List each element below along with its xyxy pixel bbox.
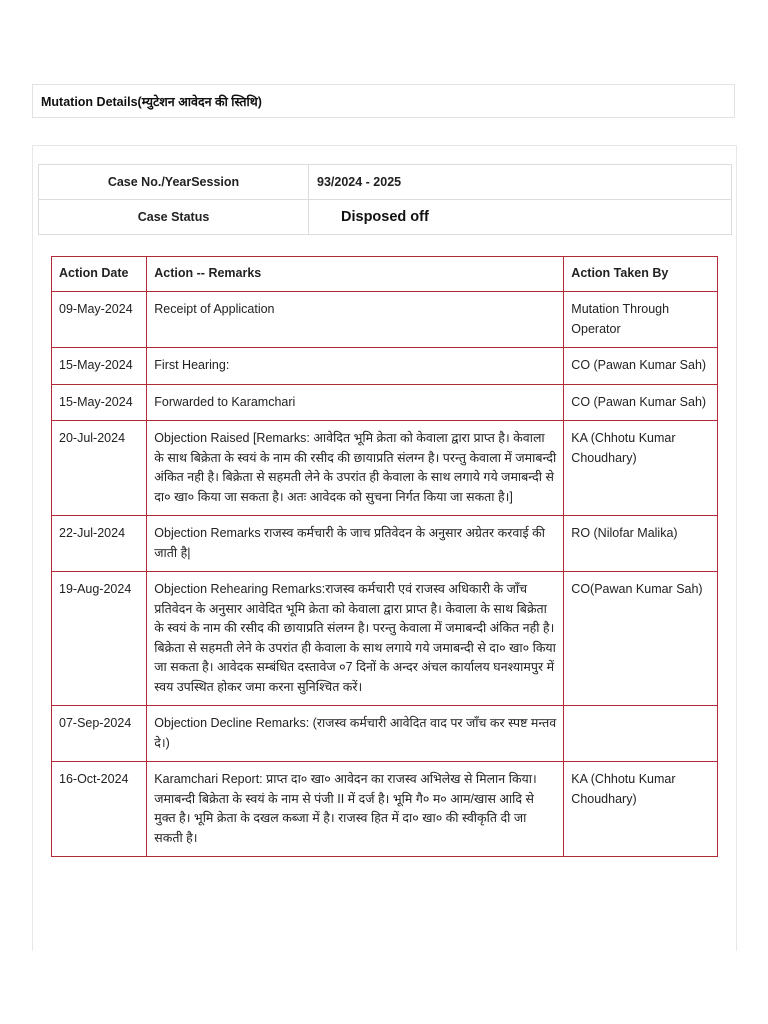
action-remarks-cell: Forwarded to Karamchari xyxy=(147,384,564,421)
case-no-value: 93/2024 - 2025 xyxy=(309,165,732,200)
case-no-label: Case No./YearSession xyxy=(39,165,309,200)
action-remarks-cell: Objection Remarks राजस्व कर्मचारी के जाच प्रतिवेदन के अनुसार अग्रेतर करवाई की जाती है| xyxy=(147,516,564,572)
action-date-cell: 22-Jul-2024 xyxy=(52,516,147,572)
mutation-details-header xyxy=(32,84,735,118)
action-date-cell: 09-May-2024 xyxy=(52,292,147,348)
action-date-cell: 15-May-2024 xyxy=(52,348,147,385)
action-date-cell: 20-Jul-2024 xyxy=(52,421,147,516)
table-row xyxy=(52,572,718,706)
action-taken-by-cell xyxy=(564,706,718,762)
action-taken-by-cell: RO (Nilofar Malika) xyxy=(564,516,718,572)
action-remarks-cell: Receipt of Application xyxy=(147,292,564,348)
action-taken-by-cell: KA (Chhotu Kumar Choudhary) xyxy=(564,421,718,516)
table-row xyxy=(52,706,718,762)
action-date-cell: 19-Aug-2024 xyxy=(52,572,147,706)
table-row xyxy=(52,421,718,516)
case-info-table xyxy=(38,164,732,235)
column-header-action-remarks: Action -- Remarks xyxy=(147,257,564,292)
table-row xyxy=(52,516,718,572)
action-remarks-cell: Objection Rehearing Remarks:राजस्व कर्मचारी एवं राजस्व अधिकारी के जाँच प्रतिवेदन के अनुसार आवेदित भूमि क्रेता को केवाला द्वारा प्राप्त है। केवाला के साथ बिक्रेता के स्वयं के नाम की रसीद की छायाप्रति संलग्न है। परन्तु केवाला में जमाबन्दी अंकित नही है। बिक्रेता से सहमती लेने के उपरांत ही केवाला के साथ लगाये गये जमाबन्दी से दा० खा० किया जा सकता है। आवेदक सम्बंधित दस्तावेज ०7 दिनों के अन्दर अंचल कार्यालय घनश्यामपुर में स्वय उपस्थित होकर जमा करना सुनिश्चित करें। xyxy=(147,572,564,706)
case-no-row xyxy=(39,165,732,200)
action-taken-by-cell: KA (Chhotu Kumar Choudhary) xyxy=(564,762,718,857)
table-row xyxy=(52,762,718,857)
action-date-cell: 15-May-2024 xyxy=(52,384,147,421)
table-row xyxy=(52,348,718,385)
action-taken-by-cell: CO (Pawan Kumar Sah) xyxy=(564,384,718,421)
action-date-cell: 16-Oct-2024 xyxy=(52,762,147,857)
column-header-action-date: Action Date xyxy=(52,257,147,292)
table-row xyxy=(52,292,718,348)
action-taken-by-cell: CO (Pawan Kumar Sah) xyxy=(564,348,718,385)
action-remarks-cell: First Hearing: xyxy=(147,348,564,385)
action-remarks-cell: Objection Raised [Remarks: आवेदित भूमि क्रेता को केवाला द्वारा प्राप्त है। केवाला के साथ बिक्रेता के स्वयं के नाम की रसीद की छायाप्रति संलग्न है। परन्तु केवाला में जमाबन्दी अंकित नही है। बिक्रेता से सहमती लेने के उपरांत ही केवाला के साथ लगाये गये जमाबन्दी से दा० खा० किया जा सकता है। अतः आवेदक को सुचना निर्गत किया जा सकता है।] xyxy=(147,421,564,516)
case-status-value: Disposed off xyxy=(309,200,732,235)
action-remarks-cell: Karamchari Report: प्राप्त दा० खा० आवेदन का राजस्व अभिलेख से मिलान किया। जमाबन्दी बिक्रेता के स्वयं के नाम से पंजी II में दर्ज है। भूमि गै० म० आम/खास आदि से मुक्त है। भूमि क्रेता के दखल कब्जा में है। राजस्व हित में दा० खा० की स्वीकृति दी जा सकती है। xyxy=(147,762,564,857)
action-history-table xyxy=(51,256,718,857)
action-taken-by-cell: Mutation Through Operator xyxy=(564,292,718,348)
case-status-label: Case Status xyxy=(39,200,309,235)
action-taken-by-cell: CO(Pawan Kumar Sah) xyxy=(564,572,718,706)
table-row xyxy=(52,384,718,421)
table-header-row xyxy=(52,257,718,292)
column-header-action-taken-by: Action Taken By xyxy=(564,257,718,292)
case-status-row xyxy=(39,200,732,235)
page-title: Mutation Details(म्युटेशन आवेदन की स्तिथि) xyxy=(41,94,262,109)
action-date-cell: 07-Sep-2024 xyxy=(52,706,147,762)
action-remarks-cell: Objection Decline Remarks: (राजस्व कर्मचारी आवेदित वाद पर जाँच कर स्पष्ट मन्तव दे।) xyxy=(147,706,564,762)
